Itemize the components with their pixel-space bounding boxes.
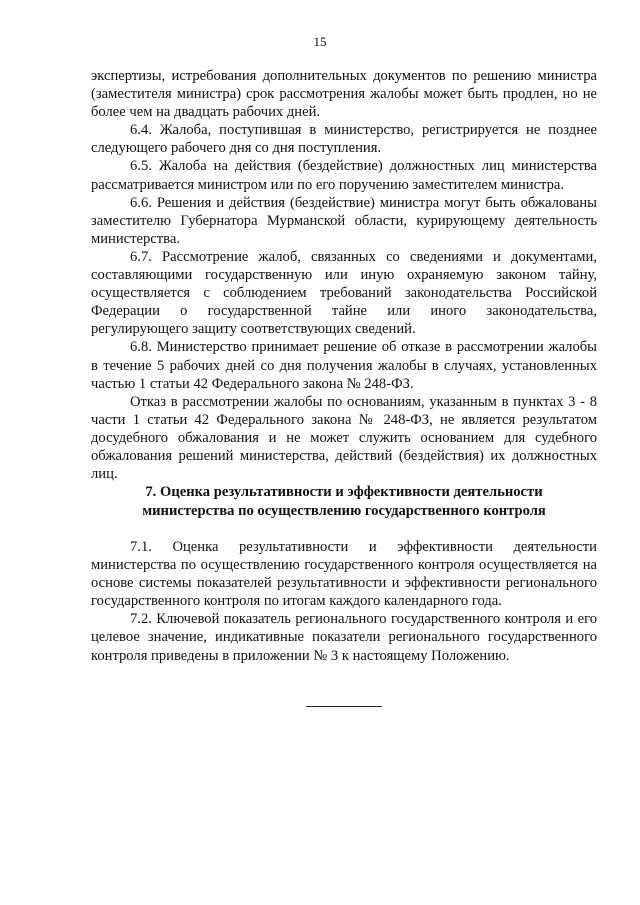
- paragraph-7-1: 7.1. Оценка результативности и эффективности деятельности министерства по осуществлению государственного контроля осуществляется на основе системы показателей результативности и эффективности регионального государственного контроля по итогам каждого календарного года.: [91, 539, 597, 610]
- paragraph-6-4: 6.4. Жалоба, поступившая в министерство, регистрируется не позднее следующего рабочего дня со дня поступления.: [91, 122, 597, 157]
- section-6-continued: [91, 67, 597, 483]
- section-7-heading-line-2: министерства по осуществлению государственного контроля: [142, 502, 546, 519]
- page-number: 15: [313, 34, 327, 49]
- paragraph-continuation: экспертизы, истребования дополнительных документов по решению министра (заместителя министра) срок рассмотрения жалобы может быть продлен, но не более чем на двадцать рабочих дней.: [91, 68, 597, 121]
- end-of-document-rule: [306, 706, 382, 707]
- section-7-heading: [91, 483, 597, 520]
- section-7-body: [91, 538, 597, 665]
- paragraph-6-7: 6.7. Рассмотрение жалоб, связанных со сведениями и документами, составляющими государственную или иную охраняемую законом тайну, осуществляется с соблюдением требований законодательства Российской Федерации о государственной тайне или иного законодательства, регулирующего защиту соответствующих сведений.: [91, 248, 597, 338]
- paragraph-6-5: 6.5. Жалоба на действия (бездействие) должностных лиц министерства рассматривается министром или по его поручению заместителем министра.: [91, 158, 597, 193]
- paragraph-6-8: 6.8. Министерство принимает решение об отказе в рассмотрении жалобы в течение 5 рабочих дней со дня получения жалобы в случаях, установленных частью 1 статьи 42 Федерального закона № 248-ФЗ.: [91, 339, 597, 392]
- paragraph-7-2: 7.2. Ключевой показатель регионального государственного контроля и его целевое значение, индикативные показатели регионального государственного контроля приведены в приложении № 3 к настоящему Положению.: [91, 611, 597, 664]
- paragraph-refusal: Отказ в рассмотрении жалобы по основаниям, указанным в пунктах 3 - 8 части 1 статьи 42 Федерального закона № 248-ФЗ, не является результатом досудебного обжалования и не может служить основанием для судебного обжалования решений министерства, действий (бездействия) их должностных лиц.: [91, 393, 597, 483]
- section-7-heading-line-1: 7. Оценка результативности и эффективности деятельности: [145, 484, 543, 500]
- paragraph-6-6: 6.6. Решения и действия (бездействие) министра могут быть обжалованы заместителю Губернатора Мурманской области, курирующему деятельность министерства.: [91, 194, 597, 247]
